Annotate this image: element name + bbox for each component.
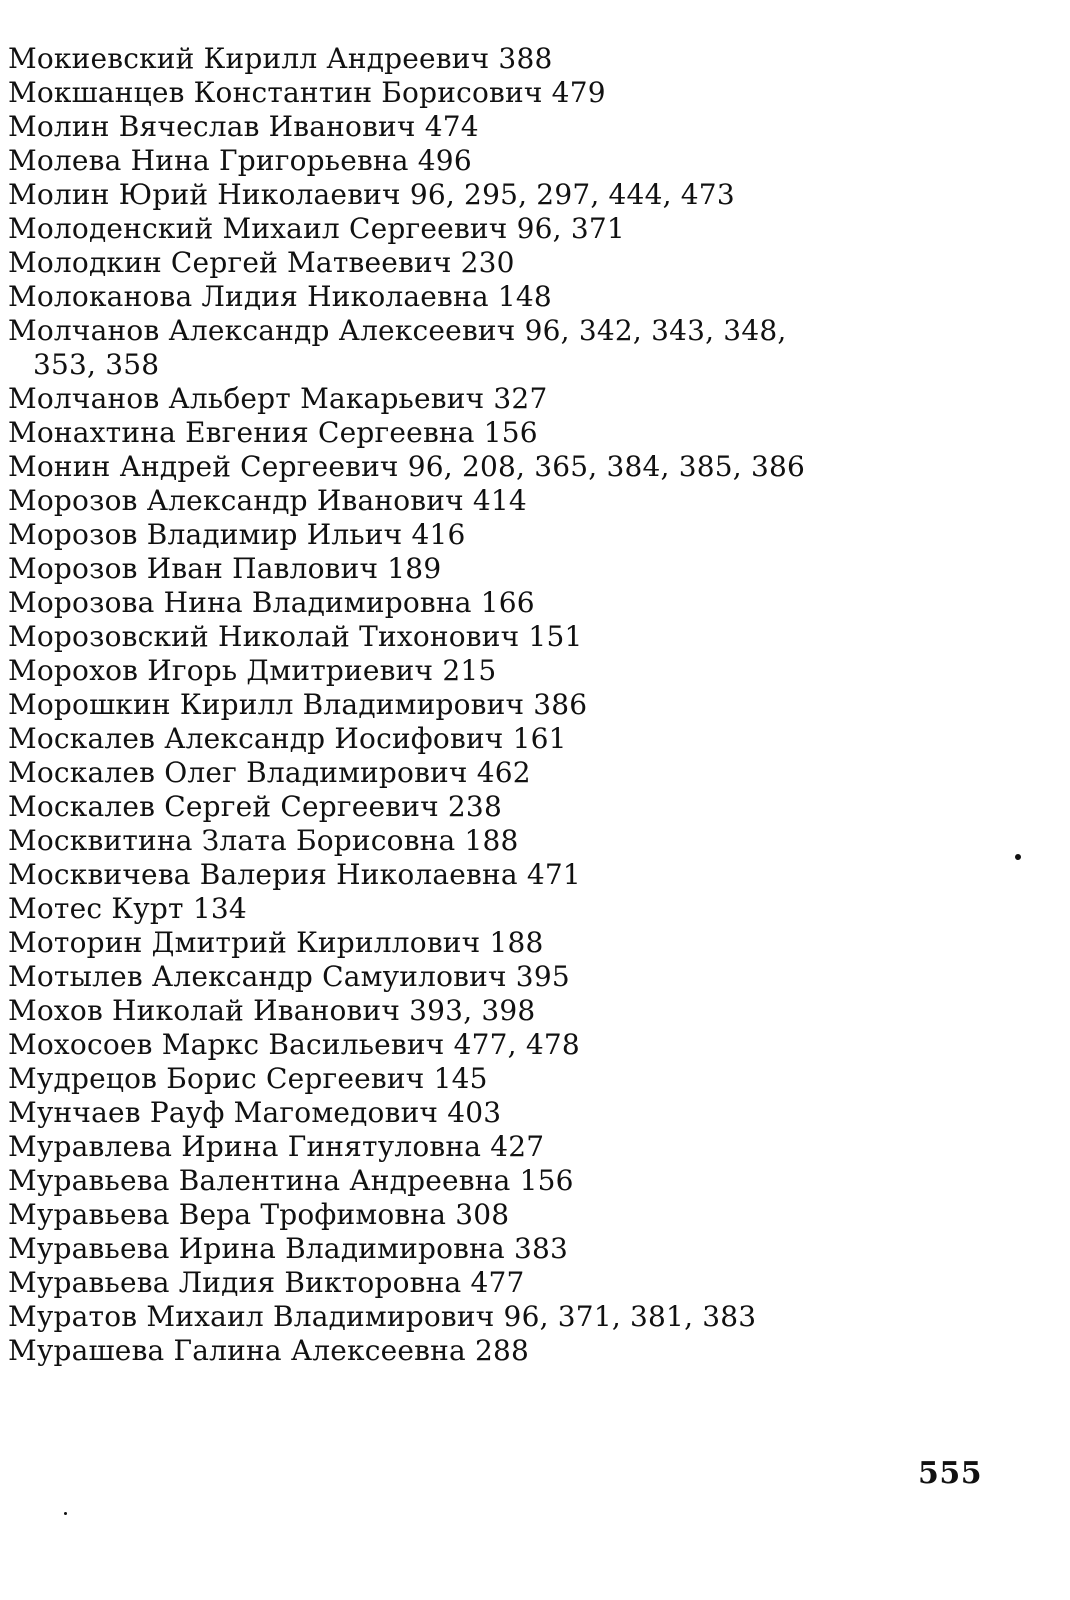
entry-text: Мотылев Александр Самуилович 395 <box>8 960 570 993</box>
index-entry <box>8 416 1008 450</box>
entry-text: Молева Нина Григорьевна 496 <box>8 144 472 177</box>
index-entry <box>8 1164 1008 1198</box>
ink-speck <box>1015 854 1021 860</box>
index-entry <box>8 484 1008 518</box>
index-entry <box>8 824 1008 858</box>
entry-text: Муравьева Ирина Владимировна 383 <box>8 1232 569 1265</box>
page-number: 555 <box>918 1456 983 1491</box>
ink-speck <box>64 1512 67 1515</box>
entry-text: Москвичева Валерия Николаевна 471 <box>8 858 581 891</box>
entry-text: Муравьева Вера Трофимовна 308 <box>8 1198 510 1231</box>
index-entry <box>8 688 1008 722</box>
index-entry <box>8 654 1008 688</box>
index-entry <box>8 1096 1008 1130</box>
entry-text: Мокшанцев Константин Борисович 479 <box>8 76 606 109</box>
index-entry <box>8 42 1008 76</box>
index-entry <box>8 994 1008 1028</box>
entry-text: Морозова Нина Владимировна 166 <box>8 586 535 619</box>
index-entry <box>8 178 1008 212</box>
index-entry <box>8 552 1008 586</box>
index-entry <box>8 110 1008 144</box>
index-entry <box>8 722 1008 756</box>
entry-text: Молин Вячеслав Иванович 474 <box>8 110 479 143</box>
entry-text: Мокиевский Кирилл Андреевич 388 <box>8 42 553 75</box>
entry-text: Монин Андрей Сергеевич 96, 208, 365, 384, 385, 386 <box>8 450 805 483</box>
index-entry <box>8 382 1008 416</box>
index-entry <box>8 280 1008 314</box>
entry-text: Москвитина Злата Борисовна 188 <box>8 824 519 857</box>
entry-text: Монахтина Евгения Сергеевна 156 <box>8 416 538 449</box>
index-entry <box>8 756 1008 790</box>
entry-text: Муравьева Валентина Андреевна 156 <box>8 1164 574 1197</box>
index-entry <box>8 586 1008 620</box>
entry-text: Муравлева Ирина Гинятуловна 427 <box>8 1130 545 1163</box>
entry-text: Муравьева Лидия Викторовна 477 <box>8 1266 525 1299</box>
index-entry <box>8 1198 1008 1232</box>
entry-text: Москалев Александр Иосифович 161 <box>8 722 567 755</box>
name-index-list <box>8 42 1008 1368</box>
index-entry <box>8 1334 1008 1368</box>
entry-continuation: 353, 358 <box>33 348 160 381</box>
index-entry <box>8 892 1008 926</box>
index-entry <box>8 620 1008 654</box>
entry-text: Мохов Николай Иванович 393, 398 <box>8 994 536 1027</box>
index-entry <box>8 1266 1008 1300</box>
entry-text: Молин Юрий Николаевич 96, 295, 297, 444, 473 <box>8 178 735 211</box>
entry-text: Мудрецов Борис Сергеевич 145 <box>8 1062 488 1095</box>
index-entry <box>8 1232 1008 1266</box>
entry-text: Морохов Игорь Дмитриевич 215 <box>8 654 497 687</box>
index-entry <box>8 790 1008 824</box>
index-entry <box>8 144 1008 178</box>
entry-text: Морозов Иван Павлович 189 <box>8 552 442 585</box>
index-entry <box>8 212 1008 246</box>
index-entry <box>8 926 1008 960</box>
index-entry <box>8 858 1008 892</box>
entry-text: Мотес Курт 134 <box>8 892 247 925</box>
entry-text: Мурашева Галина Алексеевна 288 <box>8 1334 530 1367</box>
entry-text: Мохосоев Маркс Васильевич 477, 478 <box>8 1028 580 1061</box>
entry-text: Москалев Сергей Сергеевич 238 <box>8 790 502 823</box>
entry-text: Молчанов Александр Алексеевич 96, 342, 343, 348, <box>8 314 787 347</box>
index-entry <box>8 246 1008 280</box>
entry-text: Муратов Михаил Владимирович 96, 371, 381, 383 <box>8 1300 757 1333</box>
index-entry <box>8 1130 1008 1164</box>
entry-text: Молоденский Михаил Сергеевич 96, 371 <box>8 212 625 245</box>
index-entry <box>8 76 1008 110</box>
index-entry <box>8 1028 1008 1062</box>
index-entry <box>8 1062 1008 1096</box>
entry-text: Молчанов Альберт Макарьевич 327 <box>8 382 548 415</box>
entry-text: Морозовский Николай Тихонович 151 <box>8 620 583 653</box>
entry-text: Морошкин Кирилл Владимирович 386 <box>8 688 588 721</box>
entry-text: Морозов Александр Иванович 414 <box>8 484 527 517</box>
entry-text: Молодкин Сергей Матвеевич 230 <box>8 246 515 279</box>
index-entry <box>8 314 1008 382</box>
entry-text: Москалев Олег Владимирович 462 <box>8 756 531 789</box>
index-entry <box>8 450 1008 484</box>
index-entry <box>8 1300 1008 1334</box>
entry-text: Молоканова Лидия Николаевна 148 <box>8 280 552 313</box>
index-entry <box>8 518 1008 552</box>
entry-text: Мунчаев Рауф Магомедович 403 <box>8 1096 502 1129</box>
entry-text: Морозов Владимир Ильич 416 <box>8 518 466 551</box>
entry-text: Моторин Дмитрий Кириллович 188 <box>8 926 544 959</box>
index-entry <box>8 960 1008 994</box>
